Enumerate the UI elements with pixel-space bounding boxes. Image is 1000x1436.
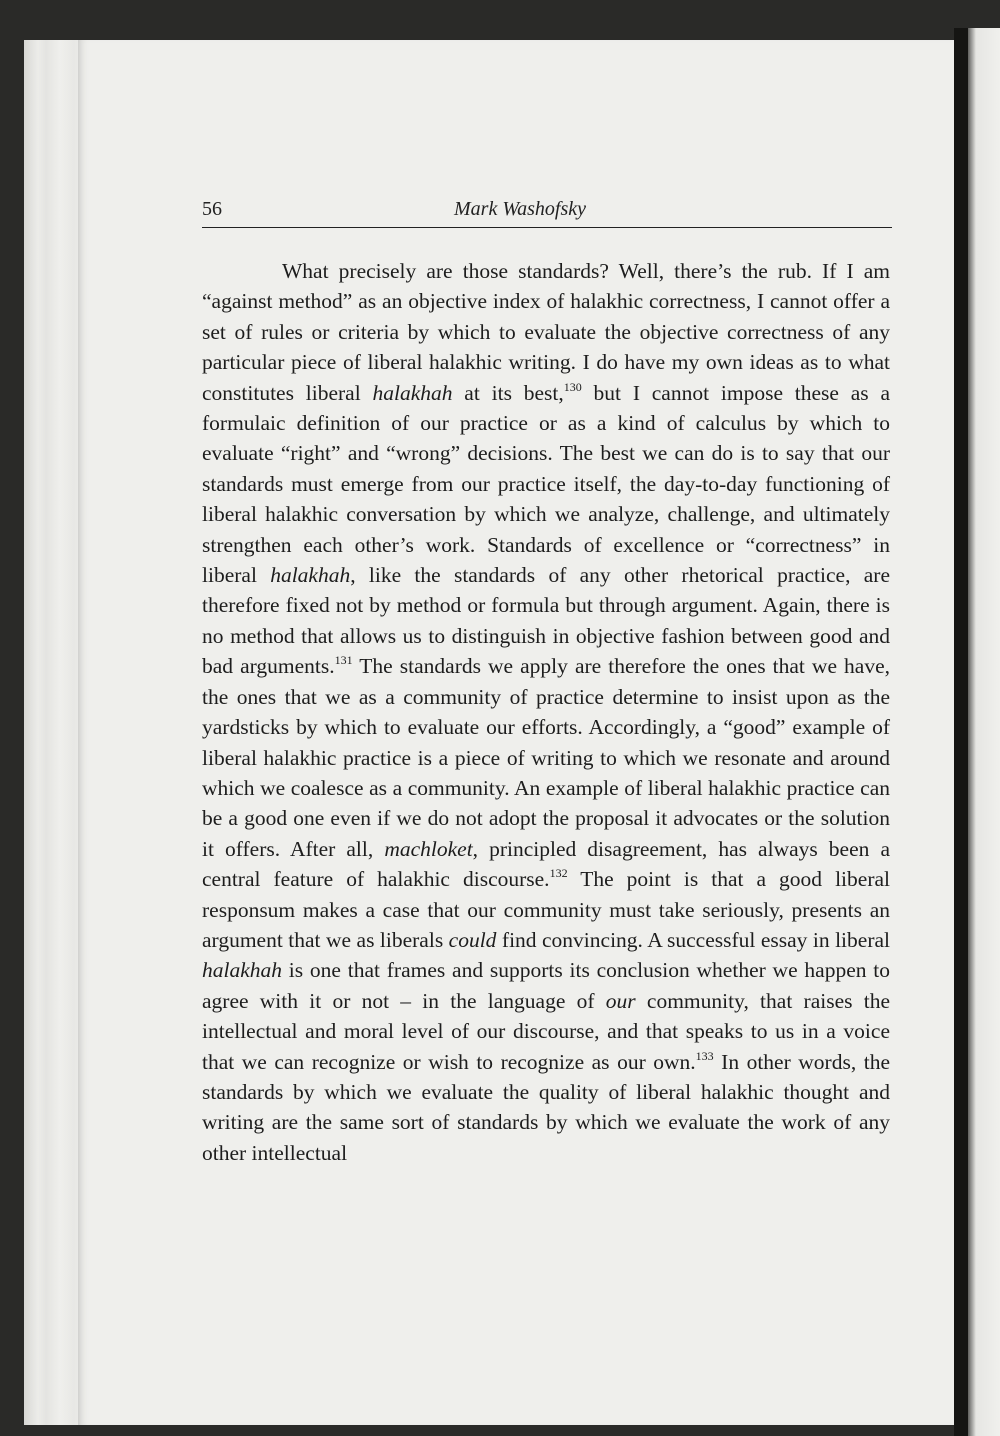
footnote-ref-131: 131 — [334, 653, 353, 668]
footnote-ref-132: 132 — [549, 866, 568, 881]
text-span: In other words, the standards by which we evaluate the quality of liberal halakhic thought and writing are the same sort of standards by which we evaluate the work of any other intellectual — [202, 1049, 890, 1165]
text-span: community, that raises the intellectual and moral level of our discourse, and that speaks to us in a voice that we can recognize or wish to recognize as our own. — [202, 988, 891, 1074]
book-gutter-shadow — [954, 28, 968, 1436]
text-span: find convincing. A successful essay in liberal — [496, 927, 890, 952]
text-span: but I cannot impose these as a formulaic definition of our practice or as a kind of calculus by which to evaluate “right” and “wrong” decisions. The best we can do is to say that our standards must emerge from our practice itself, the day-to-day functioning of liberal halakhic conversation by which we analyze, challenge, and ultimately strengthen each other’s work. Standards of excellence or “correctness” in liberal — [202, 380, 890, 588]
italic-term: machloket — [384, 836, 473, 861]
italic-term: our — [605, 988, 636, 1013]
text-span: The standards we apply are therefore the ones that we have, the ones that we as a community of practice determine to insist upon as the yardsticks by which to evaluate our efforts. Accordingly, a “good” example of liberal halakhic practice is a piece of writing to which we resonate and around which we coalesce as a community. An example of liberal halakhic practice can be a good one even if we do not adopt the proposal it advocates or the solution it offers. After all, — [202, 654, 890, 861]
page-header — [202, 195, 892, 228]
running-head-author: Mark Washofsky — [454, 198, 587, 220]
text-span: , principled disagreement, has always been a central feature of halakhic discourse. — [202, 836, 890, 892]
text-span: , like the standards of any other rhetorical practice, are therefore fixed not by method or formula but through argument. Again, there is no method that allows us to distinguish in objective fashion between good and bad arguments. — [202, 563, 890, 679]
page-number: 56 — [202, 198, 222, 220]
italic-term: could — [448, 927, 497, 952]
text-span: at its best, — [452, 380, 564, 405]
text-span: The point is that a good liberal responsum makes a case that our community must take seriously, presents an argument that we as liberals — [202, 867, 890, 952]
italic-term: halakhah — [202, 958, 283, 983]
footnote-ref-130: 130 — [563, 379, 582, 394]
italic-term: halakhah — [372, 380, 453, 405]
text-span: What precisely are those standards? Well, there’s the rub. If I am “against method” as an objective index of halakhic correctness, I cannot offer a set of rules or criteria by which to evaluate the objective correctness of any particular piece of liberal halakhic writing. I do have my own ideas as to what constitutes liberal — [202, 259, 890, 405]
text-span: is one that frames and supports its conclusion whether we happen to agree with it or not – in the language of — [202, 958, 890, 1013]
italic-term: halakhah — [270, 563, 351, 588]
footnote-ref-133: 133 — [695, 1048, 714, 1063]
body-paragraph — [202, 256, 890, 1168]
